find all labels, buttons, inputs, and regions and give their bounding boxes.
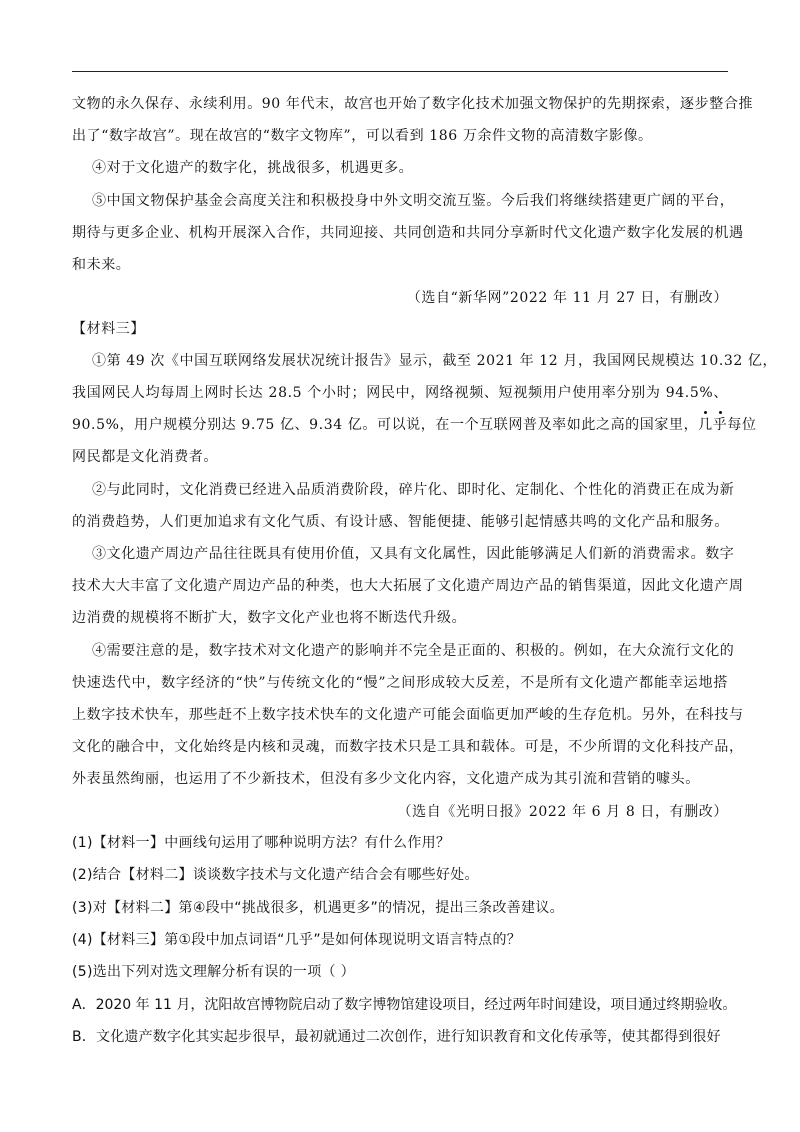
question-4: (4)【材料三】第①段中加点词语“几乎”是如何体现说明文语言特点的？ [72,932,522,948]
m3-p4-line-4: 文化的融合中，文化始终是内核和灵魂，而数字技术只是工具和载体。可是，不少所谓的文化科技产品， [72,739,744,755]
m2-line-2: 出了“数字故宫”。现在故宫的“数字文物库”，可以看到 186 万余件文物的高清数字影像。 [72,128,653,144]
m3-p4-line-1: ④需要注意的是，数字技术对文化遗产的影响并不完全是正面的、积极的。例如，在大众流行文化的 [92,643,735,659]
question-1: (1)【材料一】中画线句运用了哪种说明方法？有什么作用？ [72,835,451,851]
m2-source: （选自“新华网”2022 年 11 月 27 日，有删改） [406,290,728,306]
option-a: A．2020 年 11 月，沈阳故宫博物院启动了数字博物馆建设项目，经过两年时间建设，项目通过终期验收。 [72,997,737,1013]
m3-p3-line-3: 边消费的规模将不断扩大，数字文化产业也将不断迭代升级。 [72,610,467,626]
header-rule [72,71,728,72]
m3-p4-line-3: 上数字技术快车，那些赶不上数字技术快车的文化遗产可能会面临更加严峻的生存危机。另外，在科技与 [72,707,744,723]
m2-line-1: 文物的永久保存、永续利用。90 年代末，故宫也开始了数字化技术加强文物保护的先期探索，逐步整合推 [72,96,754,112]
m3-p1-line-1: ①第 49 次《中国互联网络发展状况统计报告》显示，截至 2021 年 12 月，我国网民规模达 10.32 亿， [92,353,778,369]
m2-paragraph-4: ④对于文化遗产的数字化，挑战很多，机遇更多。 [92,160,414,176]
question-3: (3)对【材料二】第④段中“挑战很多，机遇更多”的情况，提出三条改善建议。 [72,900,564,916]
m2-paragraph-5-line-3: 和未来。 [72,257,131,273]
m3-p1-line-3 [72,415,757,435]
m3-p1-line-3-tail: 每位 [727,417,757,433]
m3-heading: 【材料三】 [72,321,145,337]
m3-source: （选自《光明日报》2022 年 6 月 8 日，有删改） [397,804,728,820]
m3-p3-line-2: 技术大大丰富了文化遗产周边产品的种类，也大大拓展了文化遗产周边产品的销售渠道，因此文化遗产周 [72,578,744,594]
m3-p2-line-1: ②与此同时，文化消费已经进入品质消费阶段，碎片化、即时化、定制化、个性化的消费正在成为新 [92,482,735,498]
m3-p4-line-5: 外表虽然绚丽，也运用了不少新技术，但没有多少文化内容，文化遗产成为其引流和营销的噱头。 [72,771,700,787]
m2-paragraph-5-line-2: 期待与更多企业、机构开展深入合作，共同迎接、共同创造和共同分享新时代文化遗产数字化发展的机遇 [72,225,744,241]
m3-p1-line-2: 我国网民人均每周上网时长达 28.5 个小时；网民中，网络视频、短视频用户使用率分别为 94.5%、 [72,385,728,401]
m3-p4-line-2: 快速迭代中，数字经济的“快”与传统文化的“慢”之间形成较大反差，不是所有文化遗产都能幸运地搭 [72,675,728,691]
option-b: B．文化遗产数字化其实起步很早，最初就通过二次创作，进行知识教育和文化传承等，使其都得到很好 [72,1029,721,1045]
question-2: (2)结合【材料二】谈谈数字技术与文化遗产结合会有哪些好处。 [72,867,479,883]
m3-p2-line-2: 的消费趋势，人们更加追求有文化气质、有设计感、智能便捷、能够引起情感共鸣的文化产品和服务。 [72,514,729,530]
m3-p1-line-3-text: 90.5%，用户规模分别达 9.75 亿、9.34 亿。可以说，在一个互联网普及率如此之高的国家里， [72,417,699,433]
m2-paragraph-5-line-1: ⑤中国文物保护基金会高度关注和积极投身中外文明交流互鉴。今后我们将继续搭建更广阔的平台， [92,193,735,209]
emphasis-dot-char-1: 几 [698,417,713,433]
question-5: (5)选出下列对选文理解分析有误的一项（ ） [72,964,355,980]
m3-p3-line-1: ③文化遗产周边产品往往既具有使用价值，又具有文化属性，因此能够满足人们新的消费需求。数字 [92,546,735,562]
m3-p1-line-4: 网民都是文化消费者。 [72,449,218,465]
emphasis-dot-char-2: 乎 [712,417,728,433]
